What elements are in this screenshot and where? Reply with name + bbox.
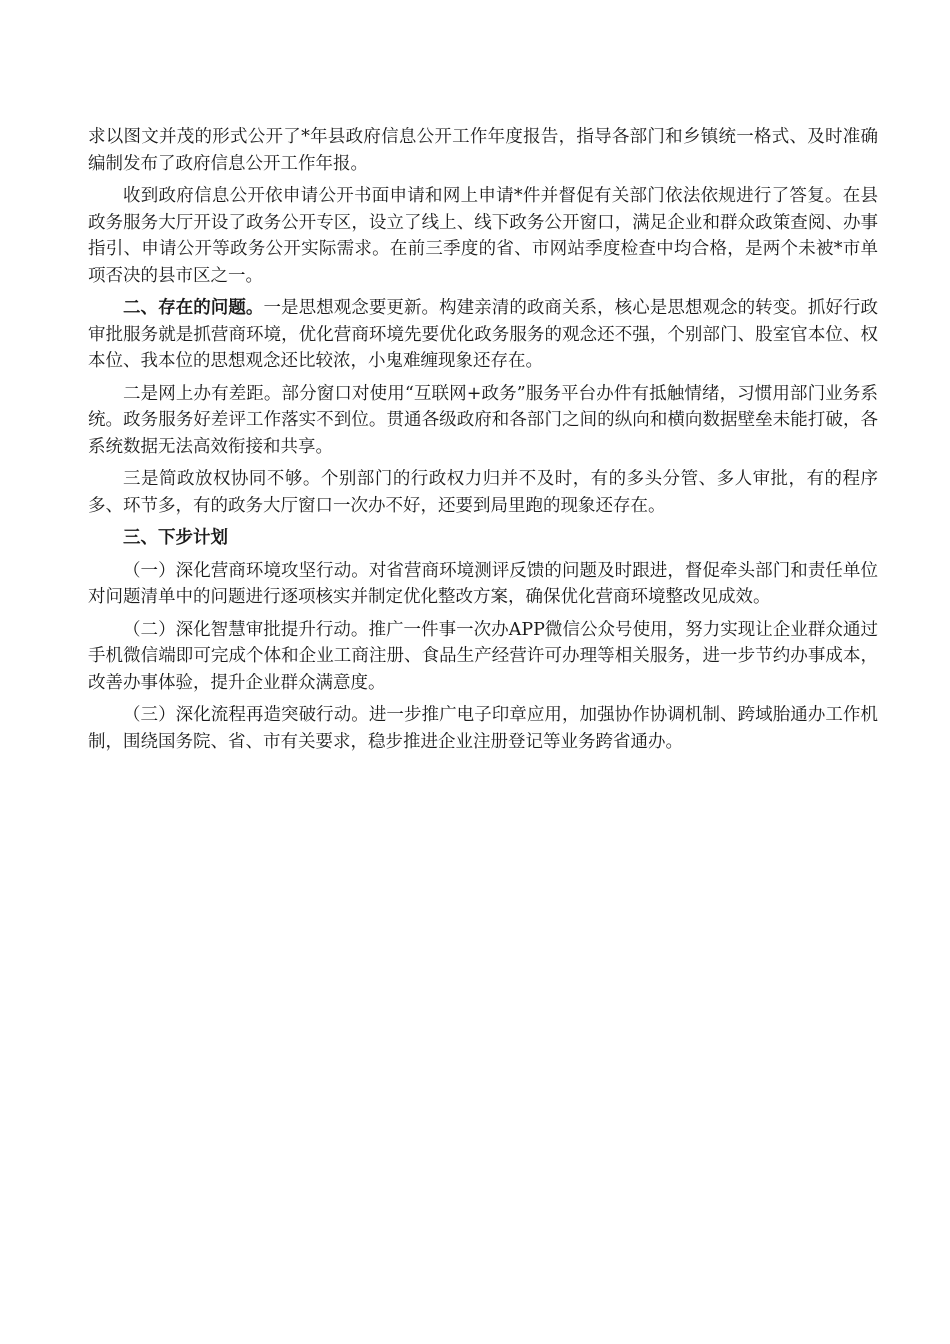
paragraph-next-plan-heading (88, 525, 878, 552)
paragraph-plan-one (88, 558, 878, 611)
paragraph-existing-problems (88, 295, 878, 375)
paragraph-decentralization (88, 466, 878, 519)
paragraph-online-gap (88, 381, 878, 461)
paragraph-text: （三）深化流程再造突破行动。进一步推广电子印章应用，加强协作协调机制、跨域胎通办工作机制，围绕国务院、省、市有关要求，稳步推进企业注册登记等业务跨省通办。 (88, 705, 878, 752)
paragraph-plan-three (88, 702, 878, 755)
paragraph-text: （一）深化营商环境攻坚行动。对省营商环境测评反馈的问题及时跟进，督促牵头部门和责任单位对问题清单中的问题进行逐项核实并制定优化整改方案，确保优化营商环境整改见成效。 (88, 560, 878, 607)
paragraph-plan-two (88, 617, 878, 697)
paragraph-text: 二是网上办有差距。部分窗口对使用“互联网+政务”服务平台办件有抵触情绪，习惯用部门业务系统。政务服务好差评工作落实不到位。贯通各级政府和各部门之间的纵向和横向数据壁垒未能打破，各系统数据无法高效衔接和共享。 (88, 383, 878, 457)
paragraph-text: （二）深化智慧审批提升行动。推广一件事一次办APP微信公众号使用，努力实现让企业群众通过手机微信端即可完成个体和企业工商注册、食品生产经营许可办理等相关服务，进一步节约办事成本，改善办事体验，提升企业群众满意度。 (88, 619, 878, 693)
paragraph-disclosure-requests (88, 183, 878, 289)
section-heading-next-plan: 三、下步计划 (123, 528, 228, 548)
paragraph-text: 三是简政放权协同不够。个别部门的行政权力归并不及时，有的多头分管、多人审批，有的程序多、环节多，有的政务大厅窗口一次办不好，还要到局里跑的现象还存在。 (88, 469, 878, 516)
paragraph-text: 一是思想观念要更新。构建亲清的政商关系，核心是思想观念的转变。抓好行政审批服务就是抓营商环境，优化营商环境先要优化政务服务的观念还不强，个别部门、股室官本位、权本位、我本位的思想观念还比较浓，小鬼难缠现象还存在。 (88, 298, 879, 371)
document-body (88, 124, 878, 755)
paragraph-info-disclosure-report (88, 124, 878, 177)
section-heading-problems: 二、存在的问题。 (123, 298, 264, 318)
paragraph-text: 收到政府信息公开依申请公开书面申请和网上申请*件并督促有关部门依法依规进行了答复。在县政务服务大厅开设了政务公开专区，设立了线上、线下政务公开窗口，满足企业和群众政策查阅、办事指引、申请公开等政务公开实际需求。在前三季度的省、市网站季度检查中均合格，是两个未被*市单项否决的县市区之一。 (88, 186, 878, 286)
paragraph-text: 求以图文并茂的形式公开了*年县政府信息公开工作年度报告，指导各部门和乡镇统一格式、及时准确编制发布了政府信息公开工作年报。 (88, 127, 878, 174)
